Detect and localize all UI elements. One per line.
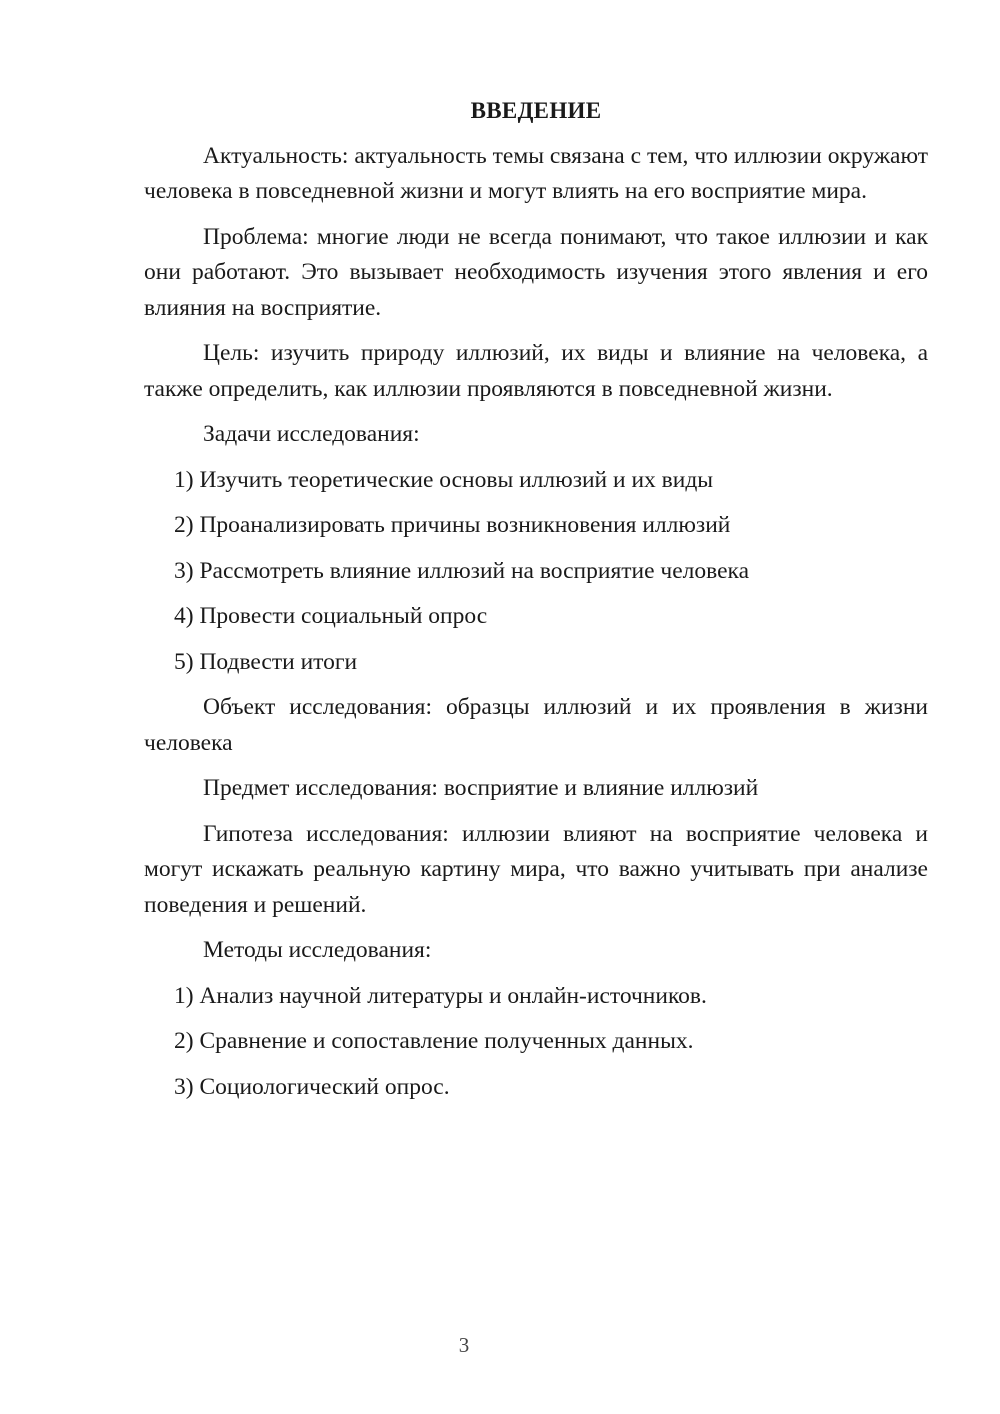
method-item: 2) Сравнение и сопоставление полученных данных. [174, 1028, 694, 1054]
task-item: 1) Изучить теоретические основы иллюзий и их виды [174, 466, 714, 493]
tasks-heading: Задачи исследования: [203, 421, 420, 447]
method-item: 3) Социологический опрос. [174, 1073, 450, 1100]
subject-paragraph: Предмет исследования: восприятие и влияние иллюзий [203, 775, 759, 801]
task-item: 4) Провести социальный опрос [174, 603, 488, 629]
method-item: 1) Анализ научной литературы и онлайн-источников. [174, 982, 707, 1009]
task-item: 3) Рассмотреть влияние иллюзий на восприятие человека [174, 557, 750, 584]
task-item: 5) Подвести итоги [174, 648, 358, 675]
section-title: ВВЕДЕНИЕ [470, 98, 602, 123]
object-paragraph: Объект исследования: образцы иллюзий и их проявления в жизни человека [144, 694, 928, 756]
page-content [144, 93, 928, 1115]
hypothesis-paragraph: Гипотеза исследования: иллюзии влияют на восприятие человека и могут искажать реальную картину мира, что важно учитывать при анализе поведения и решений. [144, 820, 928, 918]
relevance-paragraph: Актуальность: актуальность темы связана с тем, что иллюзии окружают человека в повседневной жизни и могут влиять на его восприятие мира. [144, 142, 928, 204]
task-item: 2) Проанализировать причины возникновения иллюзий [174, 512, 731, 538]
goal-paragraph: Цель: изучить природу иллюзий, их виды и влияние на человека, а также определить, как иллюзии проявляются в повседневной жизни. [144, 340, 928, 402]
methods-heading: Методы исследования: [203, 937, 432, 963]
problem-paragraph: Проблема: многие люди не всегда понимают, что такое иллюзии и как они работают. Это вызывает необходимость изучения этого явления и его влияния на восприятие. [144, 223, 928, 321]
page-number: 3 [458, 1333, 470, 1357]
